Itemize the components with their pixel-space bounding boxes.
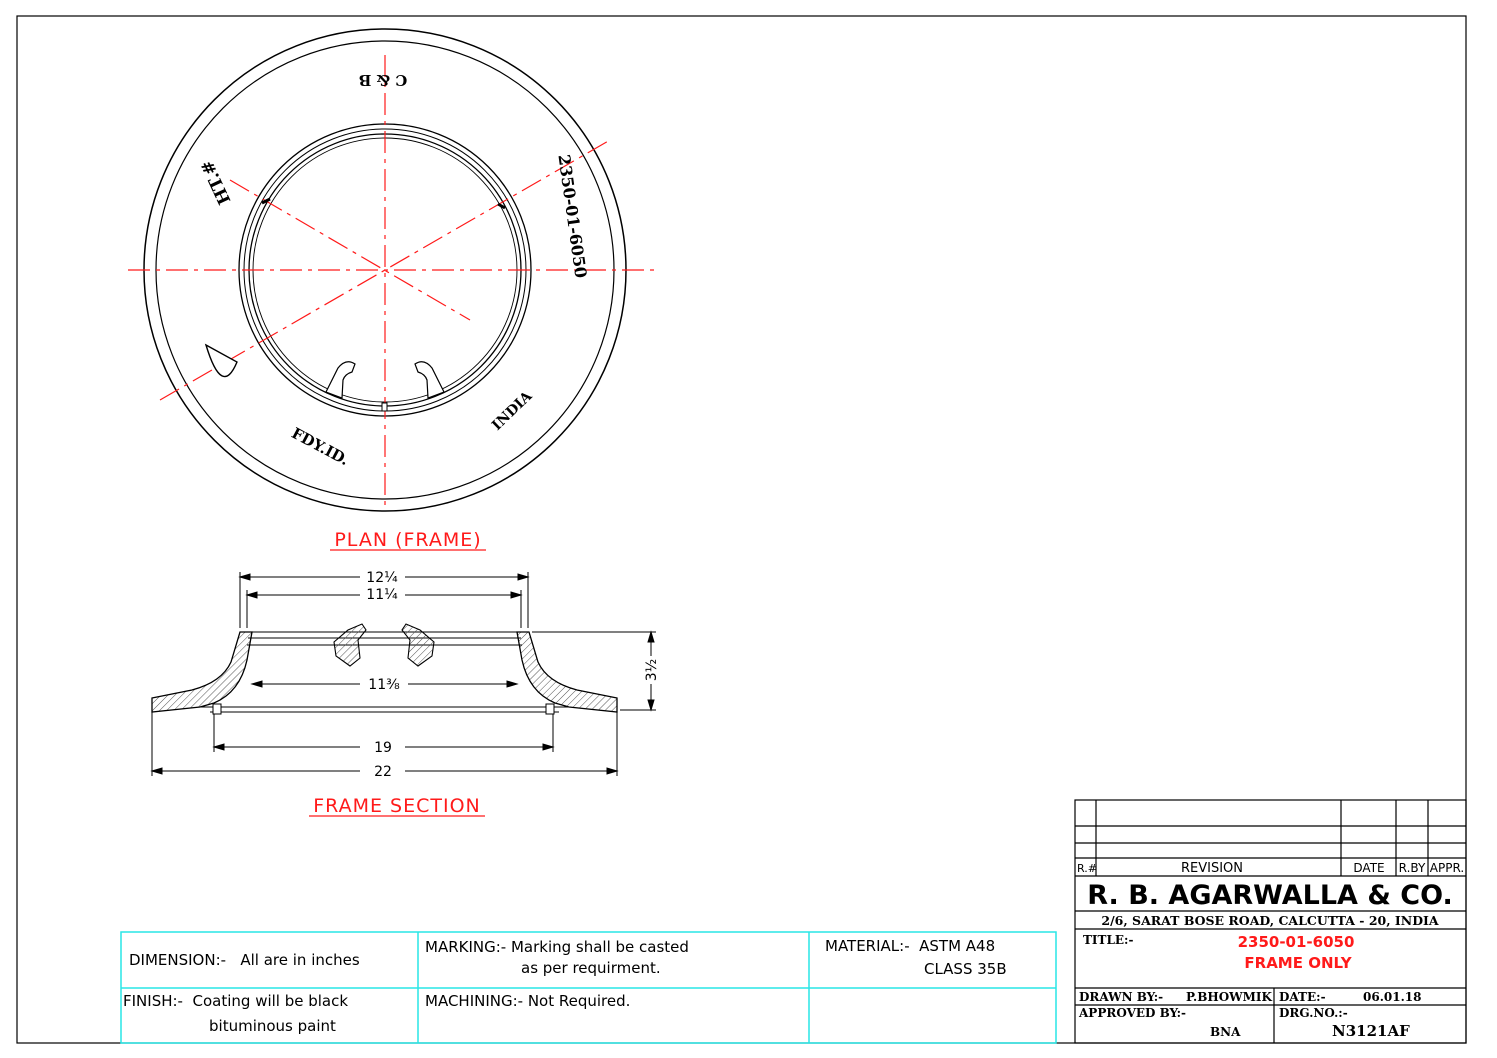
title-description: FRAME ONLY bbox=[1244, 954, 1352, 972]
drawn-by-value: P.BHOWMIK bbox=[1186, 990, 1272, 1004]
title-block bbox=[1075, 800, 1466, 1043]
drg-no-value: N3121AF bbox=[1332, 1022, 1410, 1040]
dim-11-3-8: 11⅜ bbox=[368, 677, 400, 693]
revision-header: REVISION bbox=[1180, 861, 1244, 876]
plan-view bbox=[128, 29, 658, 551]
lifting-key-left bbox=[326, 362, 355, 398]
center-lines bbox=[128, 55, 658, 505]
dim-11-1-4: 11¼ bbox=[366, 587, 398, 603]
title-label: TITLE:- bbox=[1083, 933, 1134, 947]
note-marking-2: as per requirment. bbox=[521, 959, 661, 977]
marking-part-no: 2350-01-6050 bbox=[554, 153, 591, 280]
dim-3-1-2: 3½ bbox=[644, 658, 660, 682]
date-header: DATE bbox=[1353, 861, 1385, 875]
dim-19: 19 bbox=[374, 740, 392, 756]
approved-by-value: BNA bbox=[1210, 1025, 1241, 1039]
company-name: R. B. AGARWALLA & CO. bbox=[1087, 880, 1453, 911]
dim-12-1-4: 12¼ bbox=[366, 570, 398, 586]
section-title: FRAME SECTION bbox=[313, 795, 481, 817]
title-part-no: 2350-01-6050 bbox=[1237, 933, 1355, 951]
drawn-by-label: DRAWN BY:- bbox=[1079, 990, 1164, 1004]
note-finish-2: bituminous paint bbox=[209, 1017, 336, 1035]
section-lug-right bbox=[546, 704, 554, 714]
lifting-key-right bbox=[415, 362, 444, 398]
note-machining: MACHINING:- Not Required. bbox=[425, 992, 631, 1010]
section-left-casting bbox=[152, 632, 252, 712]
approved-by-label: APPROVED BY:- bbox=[1079, 1006, 1187, 1020]
marking-cb: C & B bbox=[358, 71, 408, 89]
note-finish-1: FINISH:- Coating will be black bbox=[123, 992, 349, 1010]
dim-22: 22 bbox=[374, 764, 392, 780]
drg-no-label: DRG.NO.:- bbox=[1279, 1006, 1348, 1020]
notes-table bbox=[121, 932, 1056, 1043]
rev-no-header: R.# bbox=[1077, 862, 1097, 875]
section-right-casting bbox=[517, 632, 617, 712]
date-value: 06.01.18 bbox=[1363, 990, 1422, 1004]
date-label: DATE:- bbox=[1279, 990, 1326, 1004]
marking-india: INDIA bbox=[489, 388, 536, 434]
rby-header: R.BY bbox=[1398, 861, 1426, 875]
marking-fdy: FDY.ID. bbox=[288, 423, 353, 470]
company-address: 2/6, SARAT BOSE ROAD, CALCUTTA - 20, INDIA bbox=[1101, 913, 1439, 928]
note-dimension: DIMENSION:- All are in inches bbox=[129, 951, 360, 969]
appr-header: APPR. bbox=[1429, 861, 1465, 875]
section-view bbox=[152, 570, 660, 817]
section-lug-left bbox=[213, 704, 221, 714]
marking-ht: HT.# bbox=[197, 156, 236, 208]
notch-bottom bbox=[382, 403, 387, 411]
section-body-lines bbox=[200, 632, 569, 712]
note-marking-1: MARKING:- Marking shall be casted bbox=[425, 938, 689, 956]
pry-slot bbox=[206, 345, 237, 377]
plan-title: PLAN (FRAME) bbox=[334, 529, 482, 551]
note-material-2: CLASS 35B bbox=[924, 960, 1007, 978]
note-material-1: MATERIAL:- ASTM A48 bbox=[825, 937, 996, 955]
